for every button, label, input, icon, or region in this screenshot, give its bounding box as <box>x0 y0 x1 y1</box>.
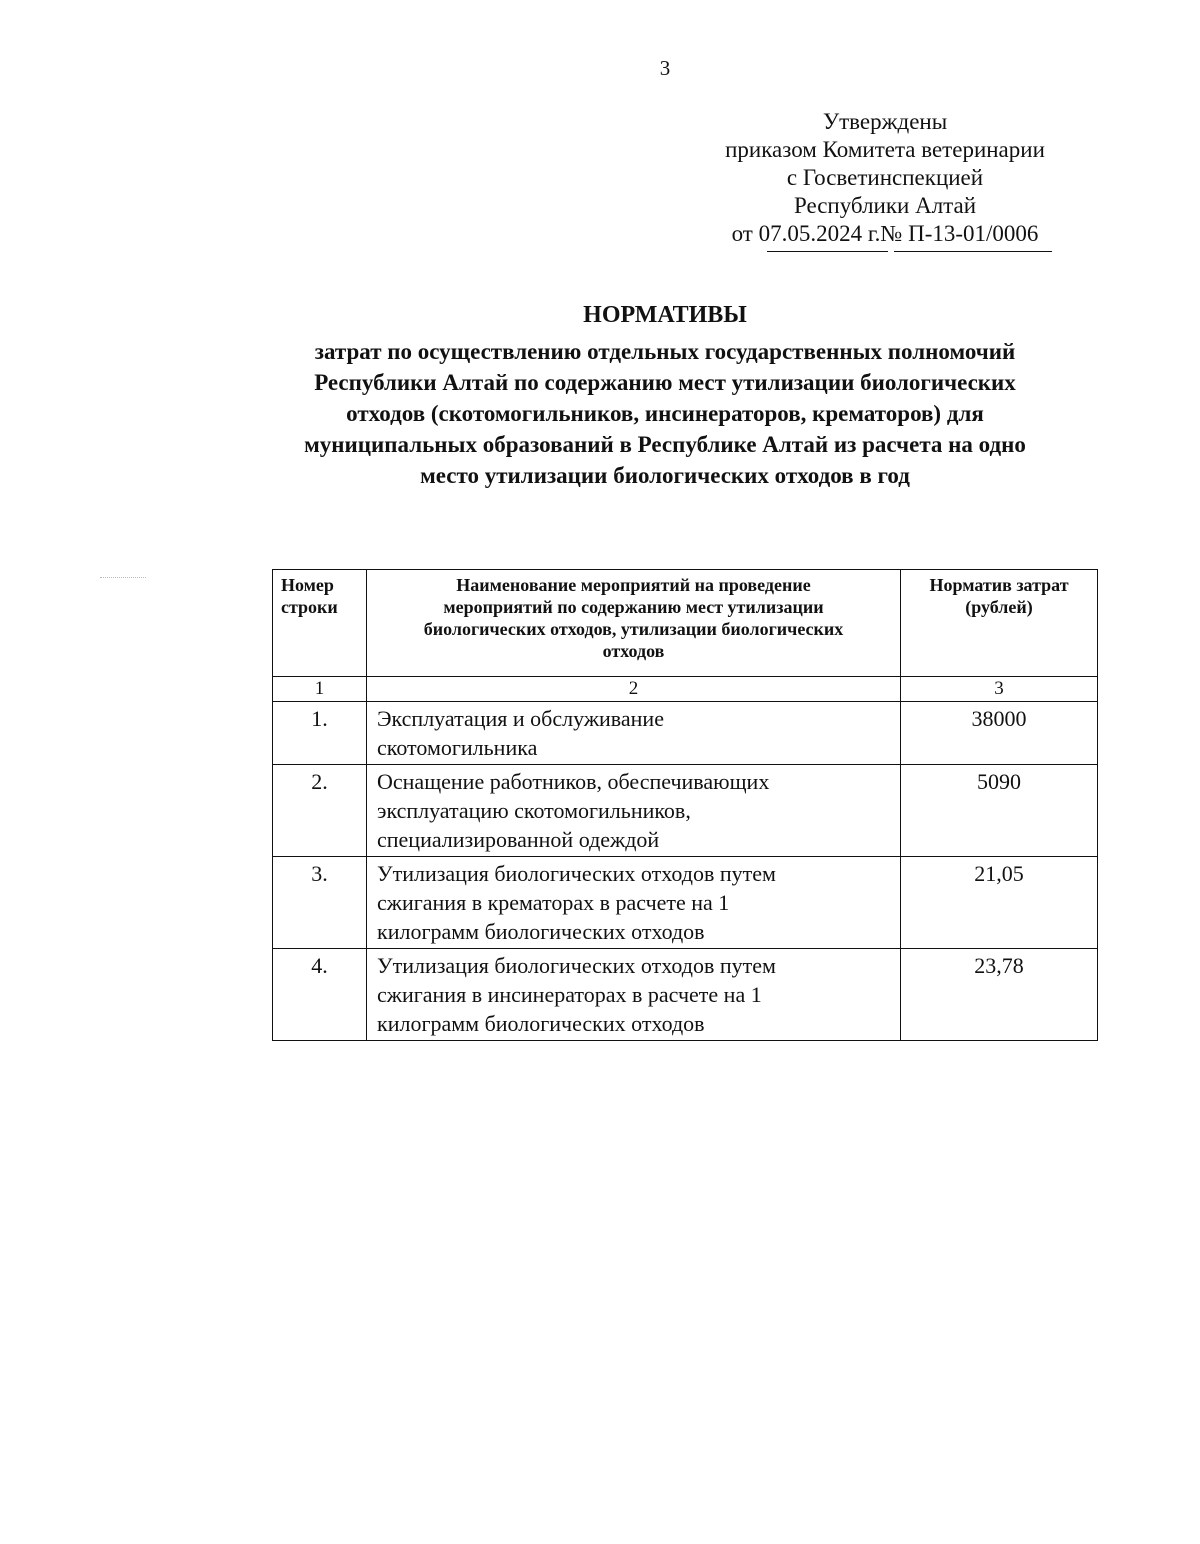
header-text: строки <box>281 597 338 617</box>
header-cost-norm <box>901 570 1098 677</box>
column-index-cell: 1 <box>273 677 367 702</box>
scan-artifact-mark <box>100 577 146 578</box>
norms-table <box>272 569 1098 1041</box>
column-index-cell: 3 <box>901 677 1098 702</box>
row-cost-value: 21,05 <box>901 857 1098 949</box>
order-number: № П-13-01/0006 <box>880 221 1039 246</box>
subtitle-line: место утилизации биологических отходов в год <box>420 463 910 488</box>
header-text: (рублей) <box>965 597 1033 617</box>
approval-line-1: Утверждены <box>822 109 948 134</box>
subtitle-line: муниципальных образований в Республике Алтай из расчета на одно <box>304 432 1026 457</box>
order-prefix: от <box>731 221 759 246</box>
row-activity-name <box>367 765 901 857</box>
header-text: отходов <box>602 641 665 661</box>
row-number: 1. <box>273 702 367 765</box>
row-name-line: Утилизация биологических отходов путем <box>377 953 776 978</box>
row-name-line: эксплуатацию скотомогильников, <box>377 798 691 823</box>
subtitle-line: Республики Алтай по содержанию мест утилизации биологических <box>314 370 1016 395</box>
row-name-line: килограмм биологических отходов <box>377 919 705 944</box>
row-cost-value: 38000 <box>901 702 1098 765</box>
subtitle-line: затрат по осуществлению отдельных государственных полномочий <box>314 339 1016 364</box>
header-text: Норматив затрат <box>929 575 1069 595</box>
header-activity-name <box>367 570 901 677</box>
row-number: 3. <box>273 857 367 949</box>
row-cost-value: 5090 <box>901 765 1098 857</box>
subtitle-line: отходов (скотомогильников, инсинераторов, крематоров) для <box>346 401 984 426</box>
column-index-row <box>273 677 1098 702</box>
row-name-line: сжигания в крематорах в расчете на 1 <box>377 890 730 915</box>
row-activity-name <box>367 949 901 1041</box>
row-name-line: Утилизация биологических отходов путем <box>377 861 776 886</box>
table-row <box>273 702 1098 765</box>
header-text: Наименование мероприятий на проведение <box>456 575 811 595</box>
table-header-row <box>273 570 1098 677</box>
approval-order-line <box>660 220 1110 248</box>
approval-line-3: с Госветинспекцией <box>786 165 984 190</box>
approval-line-4: Республики Алтай <box>793 193 977 218</box>
header-text: биологических отходов, утилизации биологических <box>423 619 844 639</box>
document-title-block <box>150 300 1180 491</box>
row-number: 4. <box>273 949 367 1041</box>
row-activity-name <box>367 702 901 765</box>
column-index-cell: 2 <box>367 677 901 702</box>
header-text: мероприятий по содержанию мест утилизации <box>443 597 824 617</box>
table-row <box>273 857 1098 949</box>
row-cost-value: 23,78 <box>901 949 1098 1041</box>
order-date: 07.05.2024 г. <box>758 221 881 246</box>
page-number: 3 <box>659 56 671 80</box>
approval-line-2: приказом Комитета ветеринарии <box>725 137 1045 162</box>
row-name-line: Эксплуатация и обслуживание <box>377 706 664 731</box>
row-number: 2. <box>273 765 367 857</box>
header-text: Номер <box>281 575 334 595</box>
table-row <box>273 949 1098 1041</box>
row-name-line: Оснащение работников, обеспечивающих <box>377 769 770 794</box>
document-subtitle <box>150 336 1180 491</box>
row-name-line: сжигания в инсинераторах в расчете на 1 <box>377 982 762 1007</box>
header-row-number <box>273 570 367 677</box>
table-row <box>273 765 1098 857</box>
document-title: НОРМАТИВЫ <box>583 302 747 328</box>
row-name-line: специализированной одеждой <box>377 827 660 852</box>
row-name-line: скотомогильника <box>377 735 538 760</box>
row-activity-name <box>367 857 901 949</box>
row-name-line: килограмм биологических отходов <box>377 1011 705 1036</box>
approval-stamp-block <box>660 108 1110 248</box>
